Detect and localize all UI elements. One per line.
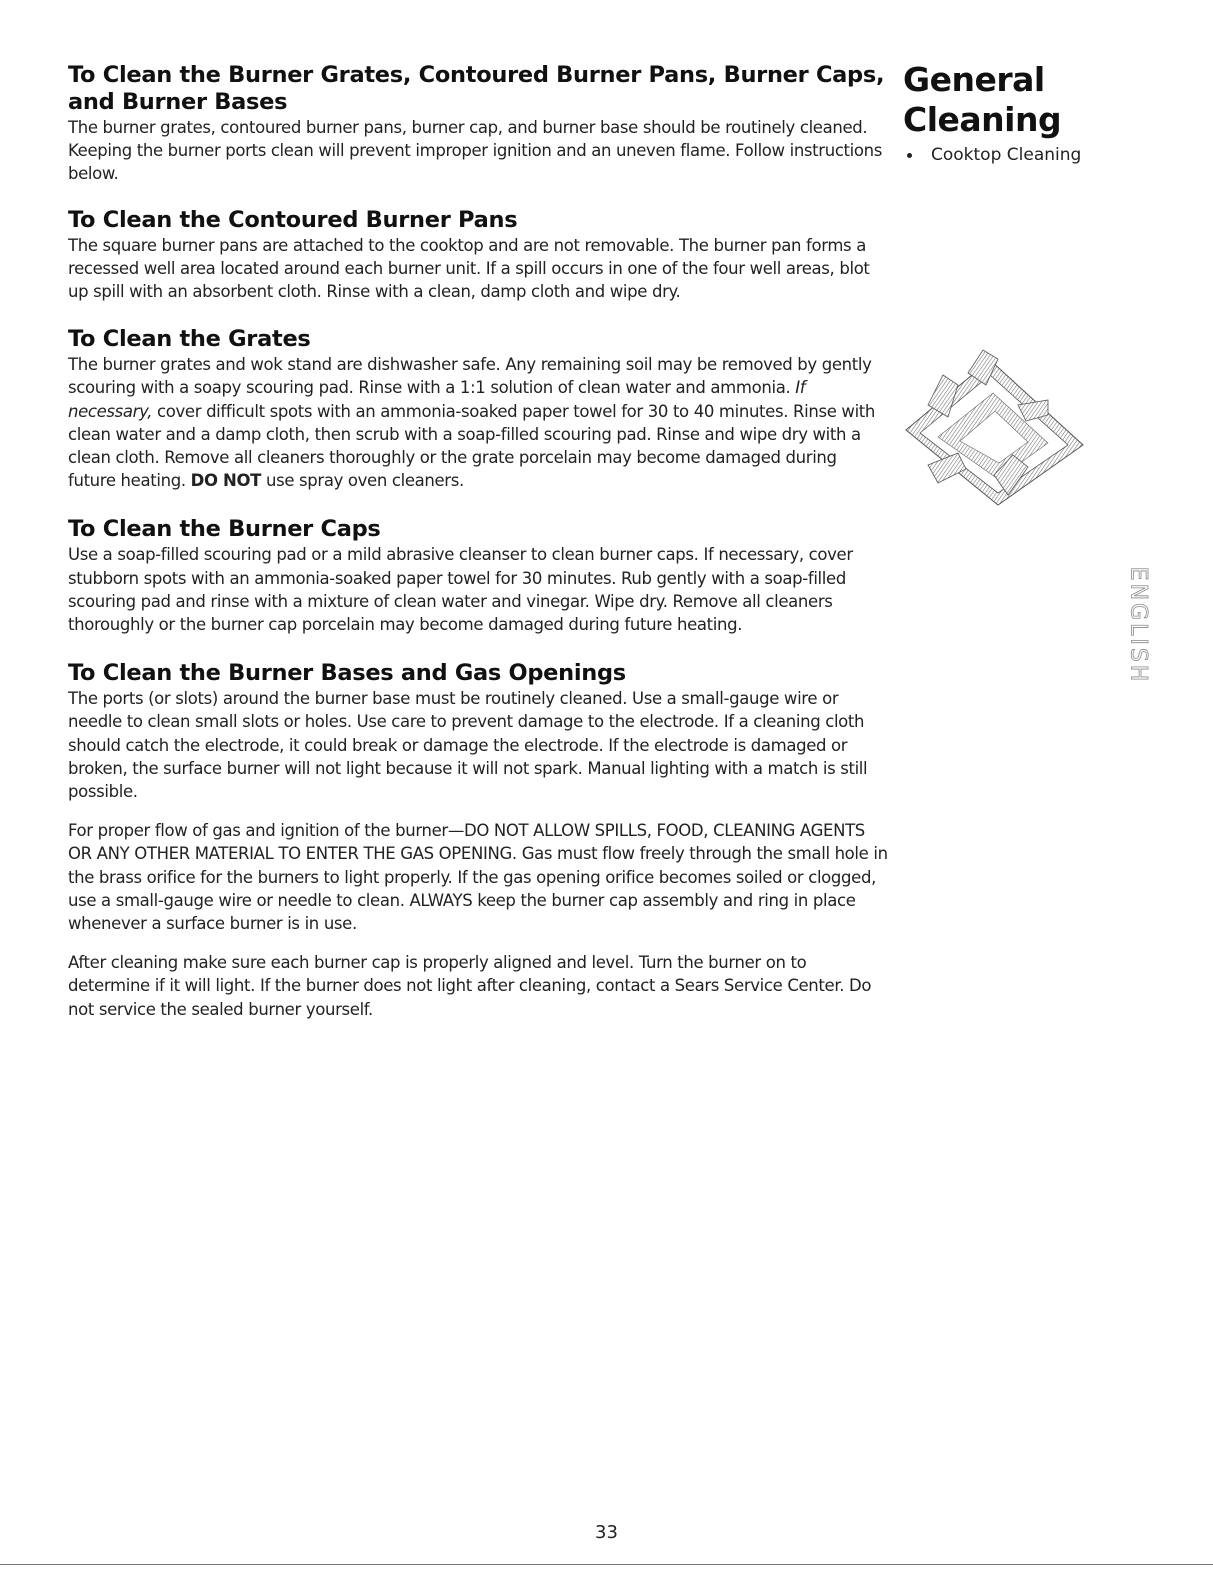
italic-text: If necessary, — [68, 378, 806, 421]
section-body-gas-flow: For proper flow of gas and ignition of the burner—DO NOT ALLOW SPILLS, FOOD, CLEANING AGENTS OR ANY OTHER MATERIAL TO ENTER THE GAS OPENING. Gas must flow freely through the small hole in the brass orifice for the burners to light properly. If the gas opening orifice becomes soiled or clogged, use a small-gauge wire or needle to clean. ALWAYS keep the burner cap assembly and ring in place whenever a surface burner is in use. — [68, 821, 888, 934]
burner-grate-drawing — [898, 345, 1088, 515]
sidebar-list — [903, 144, 1203, 166]
sidebar-item: Cooktop Cleaning — [903, 144, 1203, 166]
section-heading: To Clean the Burner Bases and Gas Openings — [68, 660, 626, 687]
section-body: The square burner pans are attached to the cooktop and are not removable. The burner pan forms a recessed well area located around each burner unit. If a spill occurs in one of the four well areas, blot up spill with an absorbent cloth. Rinse with a clean, damp cloth and wipe dry. — [68, 235, 870, 302]
section-burner-pans — [68, 207, 888, 304]
section-heading: To Clean the Grates — [68, 326, 311, 353]
language-tab — [1125, 565, 1151, 685]
body-text: use spray oven cleaners. — [261, 471, 464, 491]
section-body: Use a soap-filled scouring pad or a mild abrasive cleanser to clean burner caps. If necessary, cover stubborn spots with an ammonia-soaked paper towel for 30 minutes. Rub gently with a soap-filled scouring pad and rinse with a mixture of clean water and vinegar. Wipe dry. Remove all cleaners thoroughly or the burner cap porcelain may become damaged during future heating. — [68, 545, 853, 635]
section-burner-caps — [68, 516, 888, 636]
language-tab-label: ENGLISH — [1125, 566, 1151, 684]
bottom-divider — [0, 1564, 1213, 1565]
page-number: 33 — [595, 1522, 618, 1543]
bold-warning: DO NOT — [190, 471, 262, 491]
section-body: The ports (or slots) around the burner base must be routinely cleaned. Use a small-gauge wire or needle to clean small slots or holes. Use care to prevent damage to the electrode. If a cleaning cloth should catch the electrode, it could break or damage the electrode. If the electrode is damaged or broken, the surface burner will not light because it will not spark. Manual lighting with a match is still possible. — [68, 689, 868, 802]
section-body: The burner grates, contoured burner pans, burner cap, and burner base should be routinely cleaned. Keeping the burner ports clean will prevent improper ignition and an uneven flame. Follow instructions below. — [68, 118, 883, 184]
section-burner-bases — [68, 660, 888, 1021]
body-text: The burner grates and wok stand are dishwasher safe. Any remaining soil may be removed by gently scouring with a soapy scouring pad. Rinse with a 1:1 solution of clean water and ammonia. — [68, 355, 872, 398]
section-heading: To Clean the Burner Grates, Contoured Burner Pans, Burner Caps, and Burner Bases — [68, 62, 885, 115]
sidebar — [903, 60, 1203, 166]
section-intro — [68, 62, 888, 186]
section-heading: To Clean the Burner Caps — [68, 516, 381, 543]
main-content — [68, 62, 888, 1037]
section-grates — [68, 326, 888, 492]
sidebar-title — [903, 60, 1203, 140]
body-text: cover difficult spots with an ammonia-soaked paper towel for 30 to 40 minutes. Rinse with clean water and a damp cloth, then scrub with a soap-filled scouring pad. Rinse and wipe dry with a clean cloth. Remove all cleaners thoroughly or the grate porcelain may become damaged during future heating. — [68, 401, 876, 491]
section-body — [68, 353, 888, 492]
burner-grate-illustration — [898, 345, 1088, 515]
section-body-after-cleaning: After cleaning make sure each burner cap is properly aligned and level. Turn the burner on to determine if it will light. If the burner does not light after cleaning, contact a Sears Service Center. Do not service the sealed burner yourself. — [68, 953, 872, 1019]
sidebar-title-line: Cleaning — [903, 100, 1062, 139]
section-heading: To Clean the Contoured Burner Pans — [68, 206, 518, 233]
sidebar-title-line: General — [903, 60, 1045, 99]
